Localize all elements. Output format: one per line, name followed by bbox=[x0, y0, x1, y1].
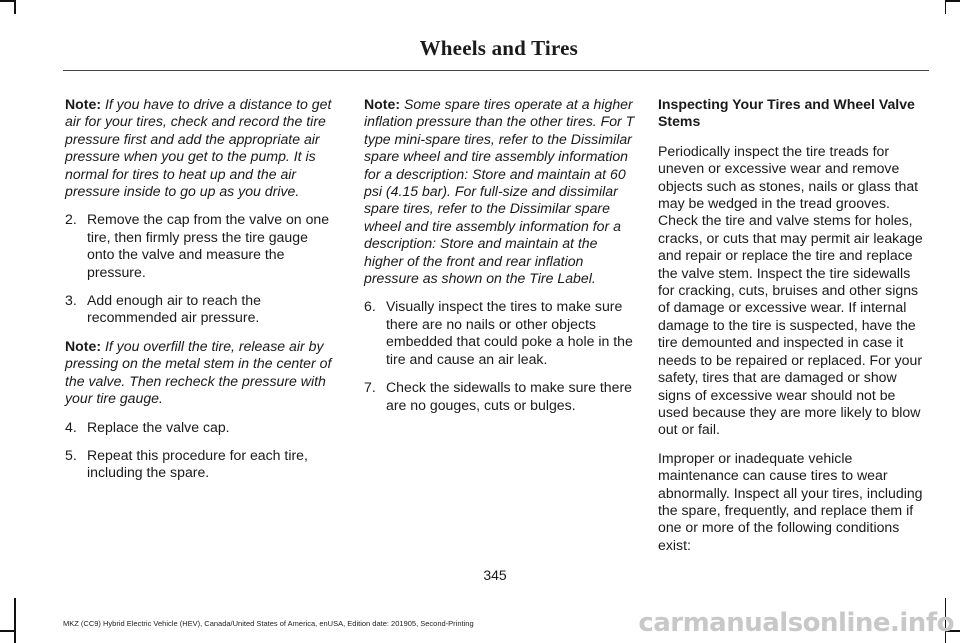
list-item-text: Check the sidewalls to make sure there are no gouges, cuts or bulges. bbox=[386, 379, 632, 413]
list-item-number: 7. bbox=[364, 379, 376, 396]
note-text: If you have to drive a distance to get air for your tires, check and record the tire pressure first and add the appropriate air pressure when you get to the pump. It is normal for tires to heat up and the air pressure inside to go up as you drive. bbox=[65, 96, 332, 200]
note-label: Note: bbox=[65, 96, 102, 112]
list-item bbox=[364, 298, 636, 368]
note-text: If you overfill the tire, release air by pressing on the metal stem in the center of the valve. Then recheck the pressure with your tire gauge. bbox=[65, 337, 332, 407]
list-item-number: 5. bbox=[65, 446, 77, 463]
crop-mark bbox=[14, 598, 16, 643]
list-item-text: Visually inspect the tires to make sure there are no nails or other objects embedded that could poke a hole in the tire and cause an air leak. bbox=[386, 298, 633, 367]
note-label: Note: bbox=[65, 337, 102, 354]
list-item bbox=[65, 292, 337, 327]
watermark: carmanualsonline.info bbox=[638, 608, 954, 638]
crop-mark bbox=[0, 0, 14, 2]
list-item bbox=[65, 419, 337, 436]
note-text: Some spare tires operate at a higher inflation pressure than the other tires. For T type mini-spare tires, refer to the Dissimilar spare wheel and tire assembly information for a description: Store and maintain at 60 psi (4.15 bar). For full-size and dissimilar spare tires, refer to the Dissimilar spare wheel and tire assembly information for a description: Store and maintain at the higher of the front and rear inflation pressure as shown on the Tire Label. bbox=[364, 96, 635, 287]
column-1 bbox=[65, 96, 337, 493]
list-item bbox=[364, 379, 636, 414]
note-label: Note: bbox=[364, 96, 401, 112]
list-item-number: 3. bbox=[65, 292, 77, 309]
column-3 bbox=[658, 96, 928, 565]
note-paragraph bbox=[65, 96, 337, 200]
footer-text: MKZ (CC9) Hybrid Electric Vehicle (HEV), Canada/United States of America, enUSA, Edition date: 201905, Second-Printing bbox=[63, 619, 474, 628]
header-rule bbox=[63, 70, 929, 71]
crop-mark bbox=[14, 0, 16, 14]
note-paragraph bbox=[65, 338, 337, 408]
list-item bbox=[65, 447, 337, 482]
list-item bbox=[65, 211, 337, 281]
list-item-number: 2. bbox=[65, 211, 77, 228]
page-title: Wheels and Tires bbox=[419, 36, 578, 60]
note-paragraph bbox=[364, 96, 636, 287]
crop-mark bbox=[945, 0, 947, 14]
body-paragraph: Periodically inspect the tire treads for uneven or excessive wear and remove objects such as stones, nails or glass that may be wedged in the tread grooves. Check the tire and valve stems for holes, cracks, or cuts that may permit air leakage and repair or replace the tire and replace the valve stem. Inspect the tire sidewalls for cracking, cuts, bruises and other signs of damage or excessive wear. If internal damage to the tire is suspected, have the tire demounted and inspected in case it needs to be repaired or replaced. For your safety, tires that are damaged or show signs of excessive wear should not be used because they are more likely to blow out or fail. bbox=[658, 142, 923, 438]
list-item-number: 4. bbox=[65, 418, 77, 435]
crop-mark bbox=[0, 630, 14, 632]
list-item-text: Remove the cap from the valve on one tire, then firmly press the tire gauge onto the valve and measure the pressure. bbox=[87, 211, 330, 280]
list-item-text: Repeat this procedure for each tire, including the spare. bbox=[87, 446, 308, 481]
section-heading: Inspecting Your Tires and Wheel Valve Stems bbox=[658, 96, 915, 130]
body-paragraph: Improper or inadequate vehicle maintenance can cause tires to wear abnormally. Inspect all your tires, including the spare, frequently, and replace them if one or more of the following conditions exist: bbox=[658, 449, 923, 553]
list-item-number: 6. bbox=[364, 298, 376, 315]
column-2 bbox=[364, 96, 636, 425]
list-item-text: Replace the valve cap. bbox=[87, 418, 230, 435]
list-item-text: Add enough air to reach the recommended air pressure. bbox=[87, 292, 261, 326]
page-number: 345 bbox=[483, 567, 507, 583]
crop-mark bbox=[946, 0, 960, 2]
